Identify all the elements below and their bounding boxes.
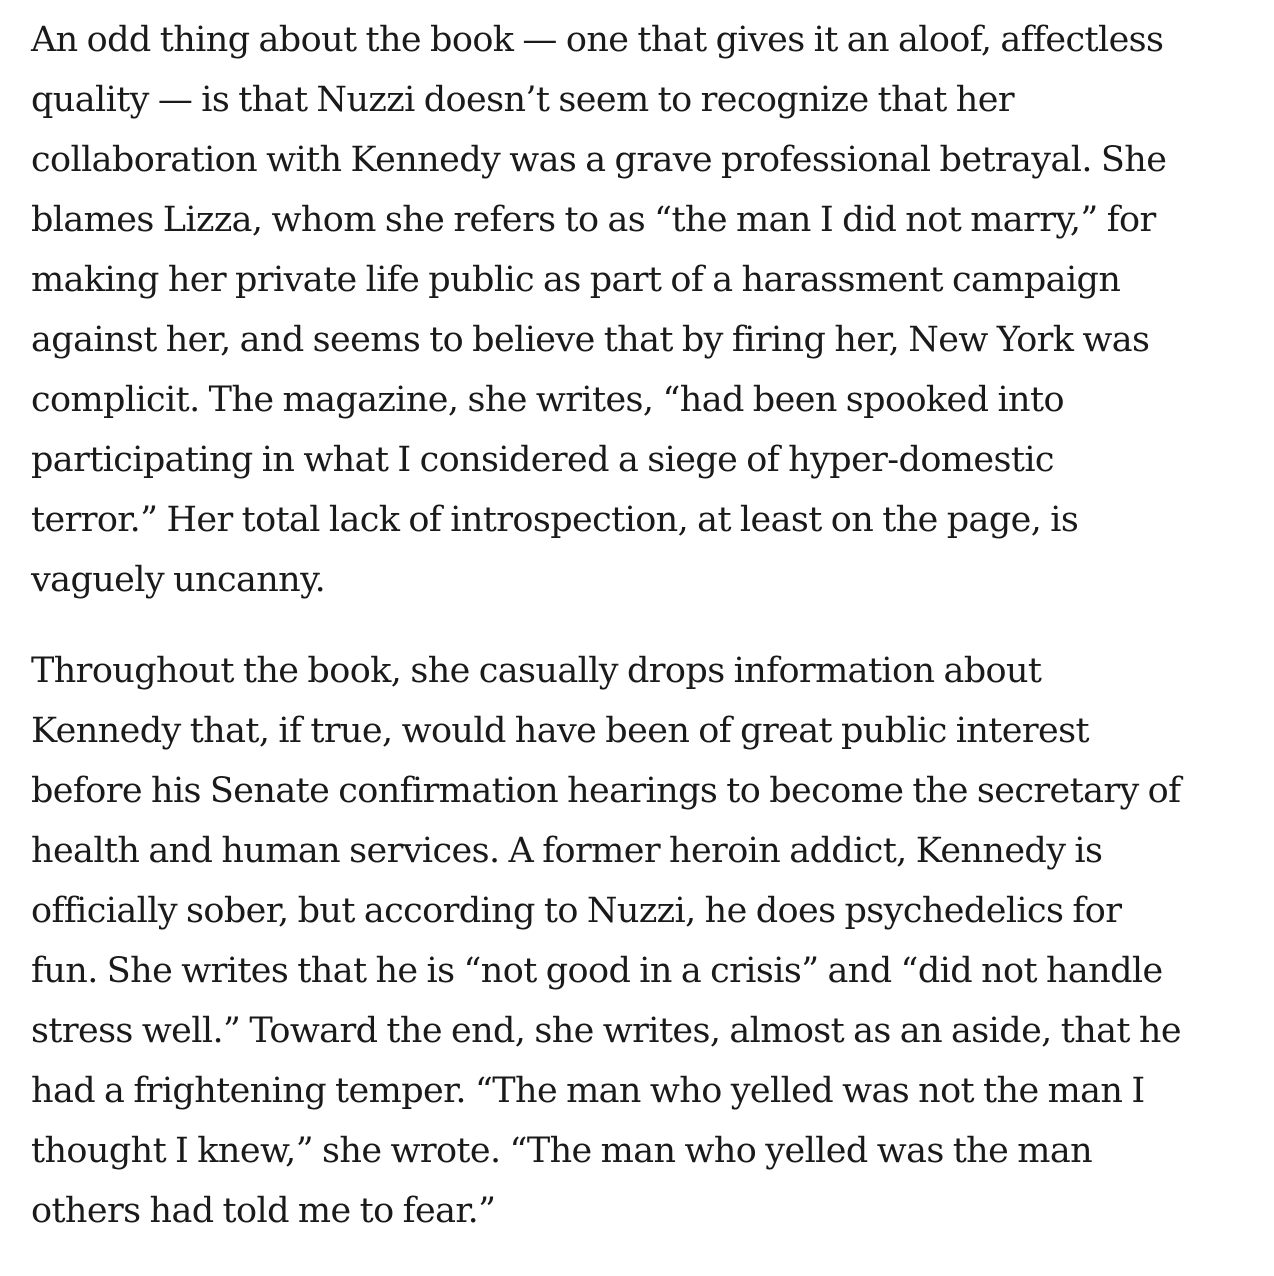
text-line: officially sober, but according to Nuzzi, he does psychedelics for (31, 891, 1122, 931)
text-line: blames Lizza, whom she refers to as “the man I did not marry,” for (31, 200, 1156, 240)
text-line: Throughout the book, she casually drops information about (31, 651, 1042, 691)
text-line: against her, and seems to believe that by firing her, New York was (31, 320, 1150, 360)
paragraph-1 (31, 10, 1256, 610)
text-line: others had told me to fear.” (31, 1191, 496, 1231)
text-line: Kennedy that, if true, would have been of great public interest (31, 711, 1089, 751)
text-line: fun. She writes that he is “not good in a crisis” and “did not handle (31, 951, 1163, 991)
text-line: terror.” Her total lack of introspection, at least on the page, is (31, 500, 1079, 540)
paragraph-2 (31, 641, 1256, 1241)
text-line: making her private life public as part of a harassment campaign (31, 260, 1121, 300)
text-line: before his Senate confirmation hearings to become the secretary of (31, 771, 1181, 811)
article-body (31, 10, 1256, 1241)
text-line: collaboration with Kennedy was a grave professional betrayal. She (31, 140, 1167, 180)
text-line: complicit. The magazine, she writes, “had been spooked into (31, 380, 1064, 420)
text-line: quality — is that Nuzzi doesn’t seem to recognize that her (31, 80, 1014, 120)
text-line: participating in what I considered a siege of hyper-domestic (31, 440, 1054, 480)
text-line: health and human services. A former heroin addict, Kennedy is (31, 831, 1103, 871)
text-line: stress well.” Toward the end, she writes, almost as an aside, that he (31, 1011, 1181, 1051)
text-line: vaguely uncanny. (31, 560, 326, 600)
text-line: thought I knew,” she wrote. “The man who yelled was the man (31, 1131, 1093, 1171)
text-line: An odd thing about the book — one that gives it an aloof, affectless (31, 20, 1164, 60)
text-line: had a frightening temper. “The man who yelled was not the man I (31, 1071, 1145, 1111)
